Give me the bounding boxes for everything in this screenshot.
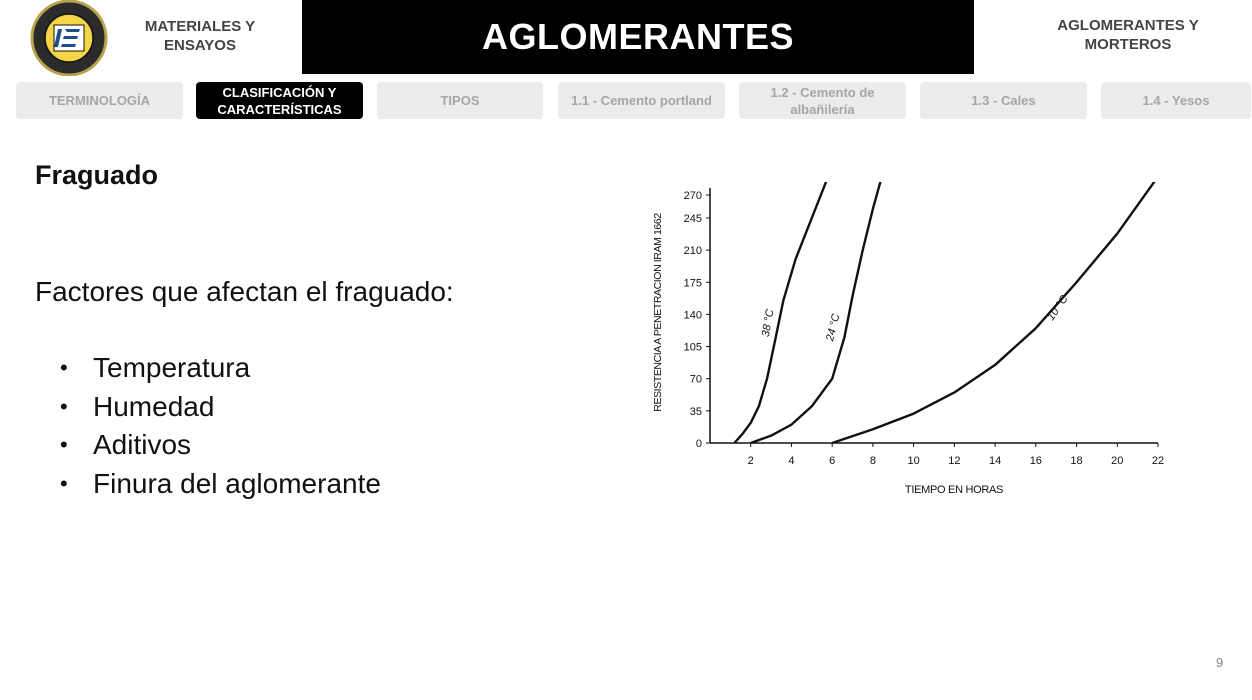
tab-cemento-albanileria[interactable]: 1.2 - Cemento de albañilería [739,82,906,119]
page-number: 9 [1216,655,1224,670]
x-tick-label: 6 [829,455,836,467]
x-tick-label: 14 [988,455,1002,467]
list-item: • Finura del aglomerante [60,465,381,504]
x-tick-label: 16 [1029,455,1042,467]
y-axis-label: RESISTENCIA A PENETRACION IRAM 1662 [652,213,664,412]
x-tick-label: 4 [788,455,795,467]
setting-chart [640,170,1180,515]
tab-cemento-portland[interactable]: 1.1 - Cemento portland [558,82,725,119]
x-tick-label: 10 [907,455,920,467]
tab-tipos[interactable]: TIPOS [377,82,543,119]
y-tick-label: 175 [683,277,702,290]
tab-cales[interactable]: 1.3 - Cales [920,82,1087,119]
x-tick-label: 2 [747,455,754,467]
y-tick-label: 245 [683,212,702,225]
page-title: AGLOMERANTES [482,16,794,57]
x-tick-label: 8 [869,455,876,467]
y-tick-label: 70 [689,373,702,386]
series-label: 24 °C [824,312,843,343]
y-tick-label: 0 [695,438,702,450]
y-tick-label: 35 [689,405,702,418]
bullet-icon: • [60,470,68,496]
list-item: • Aditivos [60,426,381,465]
x-tick-label: 22 [1151,455,1165,467]
series-line [751,172,883,443]
tab-yesos[interactable]: 1.4 - Yesos [1101,82,1251,119]
x-tick-label: 12 [948,455,961,467]
series-label: 10 °C [1044,293,1071,323]
series-label: 38 °C [759,308,777,338]
y-tick-label: 140 [683,309,702,322]
series-line [832,177,1158,443]
y-tick-label: 105 [683,341,702,354]
bullet-icon: • [60,393,68,419]
tab-terminologia[interactable]: TERMINOLOGÍA [16,82,183,119]
institute-logo [27,0,111,76]
title-banner [302,0,974,74]
intro-text: Factores que afectan el fraguado: [35,276,454,307]
topic-name: AGLOMERANTES Y MORTEROS [1057,17,1199,53]
x-tick-label: 18 [1070,455,1083,467]
list-item: • Temperatura [60,349,381,388]
y-tick-label: 210 [683,245,702,258]
y-tick-label: 270 [683,190,702,202]
course-name: MATERIALES Y ENSAYOS [144,18,256,54]
bullet-icon: • [60,432,68,457]
x-axis-label: TIEMPO EN HORAS [904,484,1004,496]
tab-clasificacion[interactable]: CLASIFICACIÓN Y CARACTERÍSTICAS [196,82,363,119]
factor-list [60,349,381,503]
bullet-icon: • [60,355,68,380]
section-heading: Fraguado [35,160,159,190]
x-tick-label: 20 [1111,455,1124,467]
list-item: • Humedad [60,388,381,427]
